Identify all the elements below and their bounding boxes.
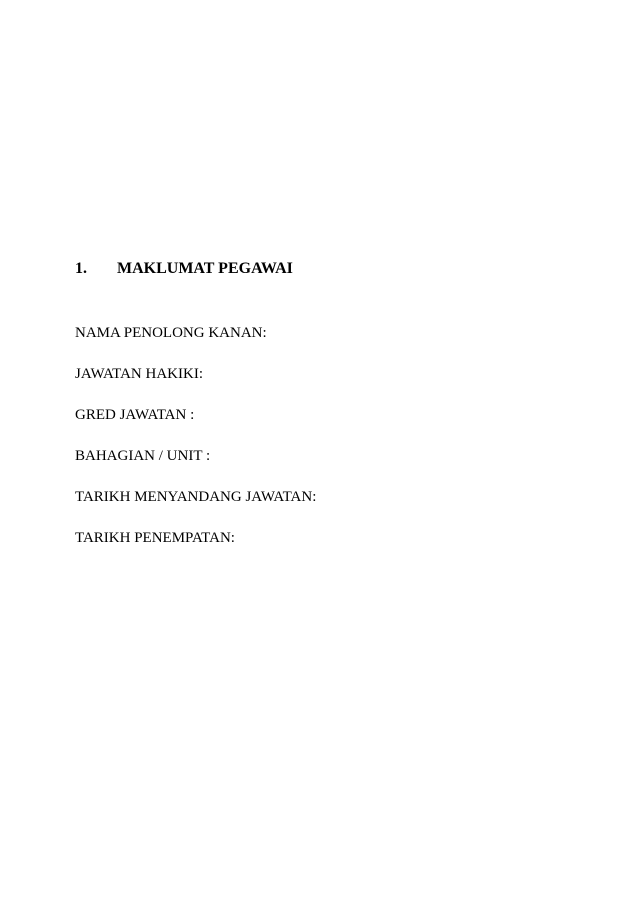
field-nama-penolong-kanan: NAMA PENOLONG KANAN: (75, 325, 267, 341)
field-tarikh-menyandang-jawatan: TARIKH MENYANDANG JAWATAN: (75, 489, 317, 505)
section-heading (75, 259, 293, 279)
field-bahagian-unit: BAHAGIAN / UNIT : (75, 448, 211, 464)
section-title: MAKLUMAT PEGAWAI (117, 260, 293, 277)
field-jawatan-hakiki: JAWATAN HAKIKI: (75, 366, 203, 382)
field-list (75, 323, 316, 569)
field-gred-jawatan: GRED JAWATAN : (75, 407, 195, 423)
field-tarikh-penempatan: TARIKH PENEMPATAN: (75, 530, 235, 546)
section-number: 1. (75, 260, 87, 277)
